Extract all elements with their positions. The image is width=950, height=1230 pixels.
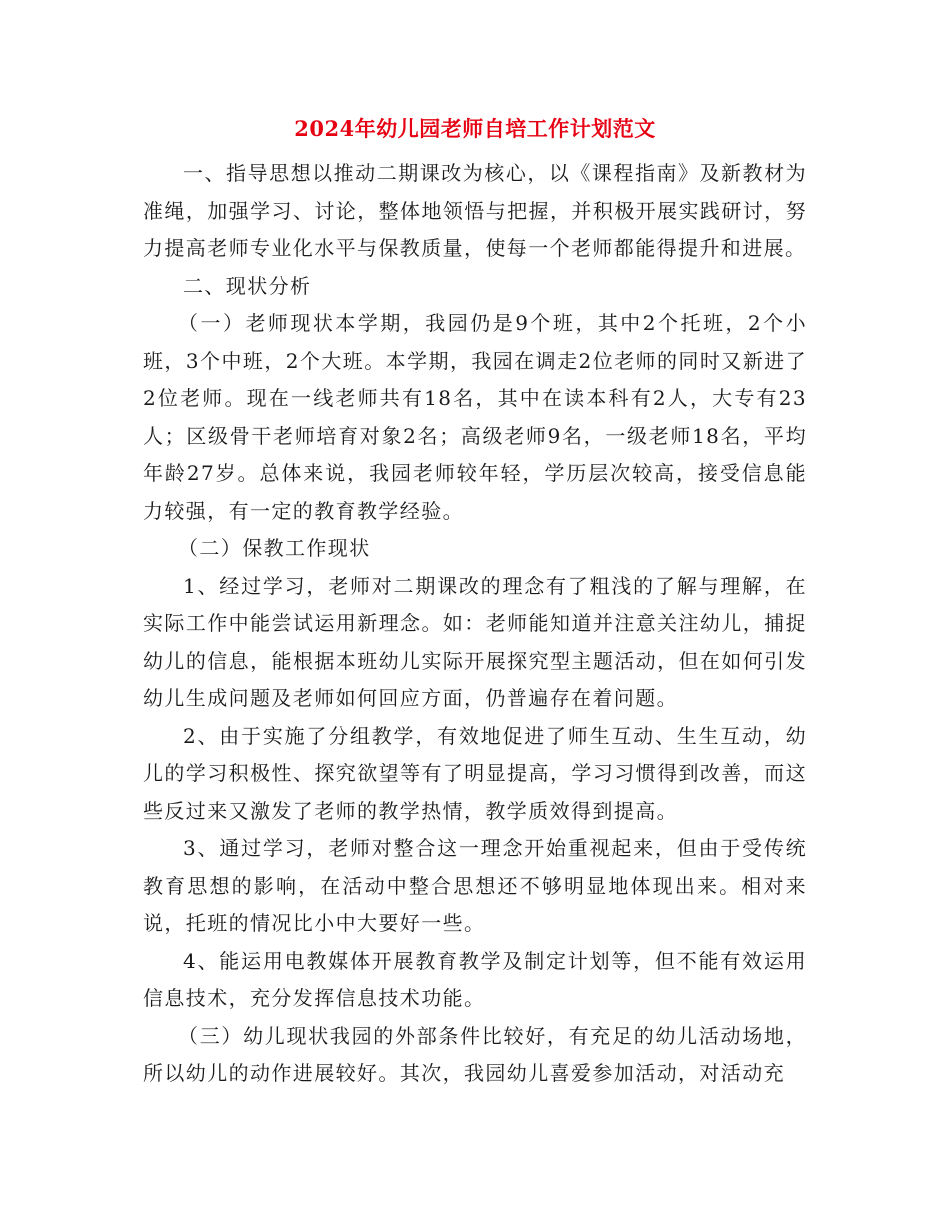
paragraph-teacher-status: （一）老师现状本学期，我园仍是9个班，其中2个托班，2个小班，3个中班，2个大班。本学期，我园在调走2位老师的同时又新进了2位老师。现在一线老师共有18名，其中在读本科有2人，大专有23人；区级骨干老师培育对象2名；高级老师9名，一级老师18名，平均年龄27岁。总体来说，我园老师较年轻，学历层次较高，接受信息能力较强，有一定的教育教学经验。 <box>143 311 807 523</box>
paragraph-status-heading: 二、现状分析 <box>183 273 312 298</box>
paragraph-point-1: 1、经过学习，老师对二期课改的理念有了粗浅的了解与理解，在实际工作中能尝试运用新理念。如：老师能知道并注意关注幼儿，捕捉幼儿的信息，能根据本班幼儿实际开展探究型主题活动，但在如何引发幼儿生成问题及老师如何回应方面，仍普遍存在着问题。 <box>143 573 807 710</box>
paragraph-point-3: 3、通过学习，老师对整合这一理念开始重视起来，但由于受传统教育思想的影响，在活动中整合思想还不够明显地体现出来。相对来说，托班的情况比小中大要好一些。 <box>143 836 807 935</box>
document-title: 2024年幼儿园老师自培工作计划范文 <box>294 116 656 141</box>
paragraph-point-4: 4、能运用电教媒体开展教育教学及制定计划等，但不能有效运用信息技术，充分发挥信息技术功能。 <box>143 948 807 1010</box>
paragraph-guiding-ideology: 一、指导思想以推动二期课改为核心，以《课程指南》及新教材为准绳，加强学习、讨论，整体地领悟与把握，并积极开展实践研讨，努力提高老师专业化水平与保教质量，使每一个老师都能得提升和进展。 <box>143 161 807 260</box>
paragraph-children-status: （三）幼儿现状我园的外部条件比较好，有充足的幼儿活动场地，所以幼儿的动作进展较好。其次，我园幼儿喜爱参加活动，对活动充 <box>143 1023 807 1085</box>
paragraph-point-2: 2、由于实施了分组教学，有效地促进了师生互动、生生互动，幼儿的学习积极性、探究欲望等有了明显提高，学习习惯得到改善，而这些反过来又激发了老师的教学热情，教学质效得到提高。 <box>143 723 807 823</box>
document-body <box>143 155 807 1093</box>
paragraph-care-education-heading: （二）保教工作现状 <box>178 536 371 560</box>
